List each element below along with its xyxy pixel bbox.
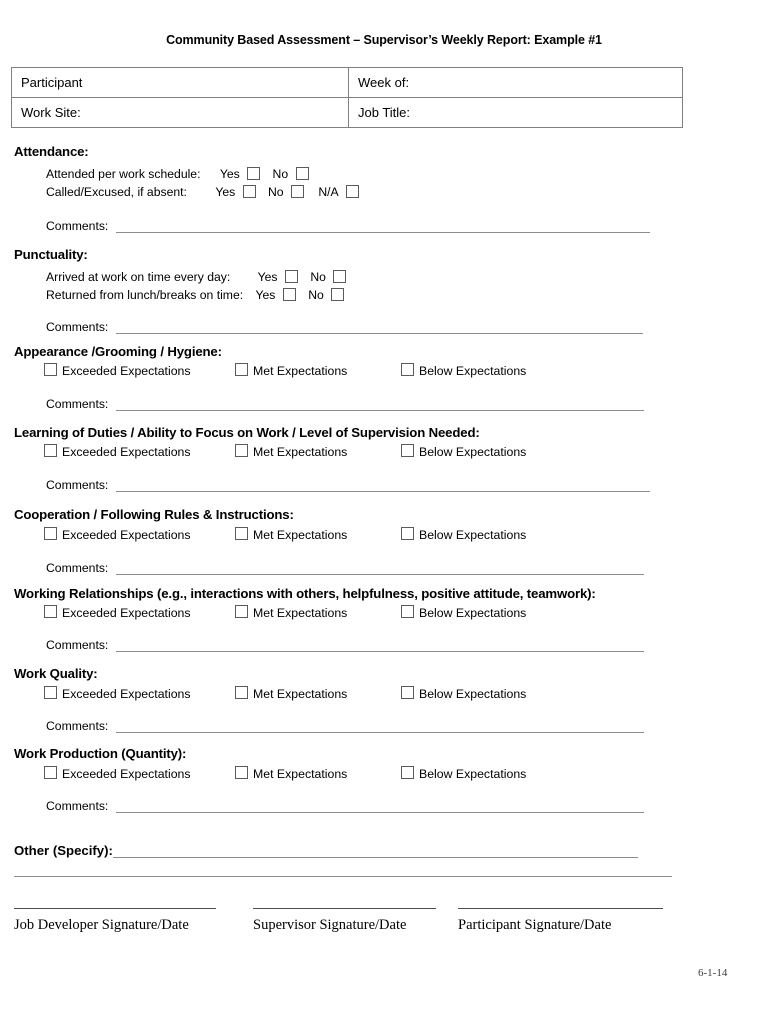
comments-label: Comments: [46,561,109,575]
comments-label: Comments: [46,799,109,813]
signature-line[interactable] [253,908,436,909]
signature-job-developer [14,908,216,934]
option-label: N/A [318,185,339,200]
checkbox-icon[interactable] [401,686,414,699]
question-returned-on-time [0,287,768,305]
option-below-expectations[interactable] [401,686,526,701]
checkbox-icon[interactable] [235,766,248,779]
question-called-excused [0,184,768,202]
rating-options-relationships [0,605,768,624]
checkbox-icon[interactable] [235,605,248,618]
section-cooperation [0,507,768,581]
week-of-field-label[interactable]: Week of: [349,68,683,98]
option-label: Yes [255,288,276,303]
checkbox-icon[interactable] [401,444,414,457]
option-exceeded-expectations[interactable] [44,444,191,459]
signature-supervisor [253,908,436,934]
comments-input-line[interactable] [116,640,644,652]
option-label: Met Expectations [253,766,348,781]
section-heading: Appearance /Grooming / Hygiene: [14,344,222,359]
section-work-quality [0,666,768,739]
table-row [12,68,683,98]
option-label: No [267,185,284,200]
other-specify-input-line[interactable] [113,845,638,858]
checkbox-icon[interactable] [283,288,296,301]
option-label: Exceeded Expectations [62,766,191,781]
option-label: Below Expectations [419,605,527,620]
section-learning-of-duties [0,425,768,498]
question-label: Arrived at work on time every day: [46,269,231,284]
signature-line[interactable] [458,908,663,909]
section-heading: Work Quality: [14,666,98,681]
checkbox-icon[interactable] [401,527,414,540]
signature-line[interactable] [14,908,216,909]
option-label: No [308,288,324,303]
signature-participant [458,908,663,934]
comments-field-cooperation [0,561,768,581]
option-label: Met Expectations [253,444,348,459]
rating-options-appearance [0,363,768,382]
checkbox-icon[interactable] [296,167,309,180]
table-row [12,98,683,128]
section-heading: Working Relationships (e.g., interactions with others, helpfulness, positive attitude, teamwork): [14,586,596,601]
checkbox-icon[interactable] [235,363,248,376]
comments-field-learning [0,478,768,498]
option-label: Yes [219,167,240,182]
option-label: Yes [257,270,278,285]
comments-input-line[interactable] [116,480,650,492]
option-no[interactable] [273,166,309,181]
question-label: Called/Excused, if absent: [46,184,187,199]
option-label: Yes [215,185,236,200]
section-heading: Learning of Duties / Ability to Focus on Work / Level of Supervision Needed: [14,425,480,440]
option-exceeded-expectations[interactable] [44,527,191,542]
section-working-relationships [0,586,768,658]
signature-label: Supervisor Signature/Date [253,917,407,933]
job-title-field-label[interactable]: Job Title: [349,98,683,128]
comments-input-line[interactable] [116,721,644,733]
comments-label: Comments: [46,719,109,733]
checkbox-icon[interactable] [44,363,57,376]
checkbox-icon[interactable] [235,686,248,699]
option-label: Met Expectations [253,605,348,620]
option-no[interactable] [310,269,346,284]
checkbox-icon[interactable] [346,185,359,198]
section-attendance [0,144,768,239]
option-below-expectations[interactable] [401,527,526,542]
comments-label: Comments: [46,638,109,652]
option-met-expectations[interactable] [235,527,347,542]
section-appearance [0,344,768,417]
revision-date: 6-1-14 [698,967,728,979]
signature-label: Participant Signature/Date [458,917,612,933]
option-below-expectations[interactable] [401,766,526,781]
checkbox-icon[interactable] [331,288,344,301]
option-na[interactable] [318,184,359,199]
option-label: Exceeded Expectations [62,527,191,542]
option-label: No [272,167,289,182]
checkbox-icon[interactable] [243,185,256,198]
comments-input-line[interactable] [116,221,650,233]
participant-field-label[interactable]: Participant [12,68,349,98]
option-label: Met Expectations [253,527,348,542]
option-label: Exceeded Expectations [62,363,191,378]
page-title: Community Based Assessment – Supervisor’s Weekly Report: Example #1 [166,33,602,47]
rating-options-cooperation [0,527,768,546]
checkbox-icon[interactable] [44,527,57,540]
option-yes[interactable] [258,269,298,284]
work-site-field-label[interactable]: Work Site: [12,98,349,128]
checkbox-icon[interactable] [285,270,298,283]
checkbox-icon[interactable] [44,766,57,779]
option-label: Below Expectations [419,527,527,542]
section-heading: Punctuality: [14,247,88,262]
option-met-expectations[interactable] [235,444,347,459]
comments-input-line[interactable] [116,801,644,813]
checkbox-icon[interactable] [401,766,414,779]
option-label: Exceeded Expectations [62,686,191,701]
option-label: Exceeded Expectations [62,444,191,459]
checkbox-icon[interactable] [235,527,248,540]
other-specify-row [0,843,768,858]
other-specify-input-line-2[interactable] [14,876,672,877]
option-below-expectations[interactable] [401,444,526,459]
option-label: No [310,270,326,285]
option-yes[interactable] [215,184,255,199]
option-met-expectations[interactable] [235,686,347,701]
section-heading: Attendance: [14,144,89,159]
section-heading: Cooperation / Following Rules & Instructions: [14,507,294,522]
question-attended-per-schedule [0,166,768,184]
comments-label: Comments: [46,320,109,334]
rating-options-learning [0,444,768,463]
option-label: Below Expectations [419,444,527,459]
comments-field-production [0,799,768,819]
option-exceeded-expectations[interactable] [44,605,191,620]
option-label: Below Expectations [419,766,527,781]
signature-label: Job Developer Signature/Date [14,917,189,933]
checkbox-icon[interactable] [44,444,57,457]
checkbox-icon[interactable] [247,167,260,180]
comments-input-line[interactable] [116,399,644,411]
comments-input-line[interactable] [116,322,643,334]
comments-field-punctuality [0,320,768,340]
question-label: Attended per work schedule: [46,166,201,181]
section-heading: Work Production (Quantity): [14,746,187,761]
option-label: Exceeded Expectations [62,605,191,620]
option-below-expectations[interactable] [401,605,526,620]
checkbox-icon[interactable] [44,605,57,618]
header-info-table [11,67,683,128]
option-met-expectations[interactable] [235,363,347,378]
section-work-production [0,746,768,819]
checkbox-icon[interactable] [235,444,248,457]
option-exceeded-expectations[interactable] [44,766,191,781]
option-no[interactable] [308,287,344,302]
checkbox-icon[interactable] [401,363,414,376]
rating-options-quality [0,686,768,705]
comments-input-line[interactable] [116,563,644,575]
option-yes[interactable] [220,166,260,181]
comments-field-relationships [0,638,768,658]
option-yes[interactable] [256,287,296,302]
option-label: Below Expectations [419,686,527,701]
option-exceeded-expectations[interactable] [44,686,191,701]
option-below-expectations[interactable] [401,363,526,378]
checkbox-icon[interactable] [44,686,57,699]
other-specify-label: Other (Specify): [14,843,113,858]
question-label: Returned from lunch/breaks on time: [46,287,244,302]
option-exceeded-expectations[interactable] [44,363,191,378]
checkbox-icon[interactable] [401,605,414,618]
option-label: Met Expectations [253,686,348,701]
comments-label: Comments: [46,478,109,492]
option-label: Below Expectations [419,363,527,378]
comments-label: Comments: [46,219,109,233]
checkbox-icon[interactable] [333,270,346,283]
question-arrived-on-time [0,269,768,287]
rating-options-production [0,766,768,785]
section-punctuality [0,247,768,340]
comments-field-appearance [0,397,768,417]
option-no[interactable] [268,184,304,199]
comments-field-attendance [0,219,768,239]
comments-field-quality [0,719,768,739]
checkbox-icon[interactable] [291,185,304,198]
option-met-expectations[interactable] [235,605,347,620]
option-label: Met Expectations [253,363,348,378]
comments-label: Comments: [46,397,109,411]
section-other-specify [0,843,768,858]
option-met-expectations[interactable] [235,766,347,781]
